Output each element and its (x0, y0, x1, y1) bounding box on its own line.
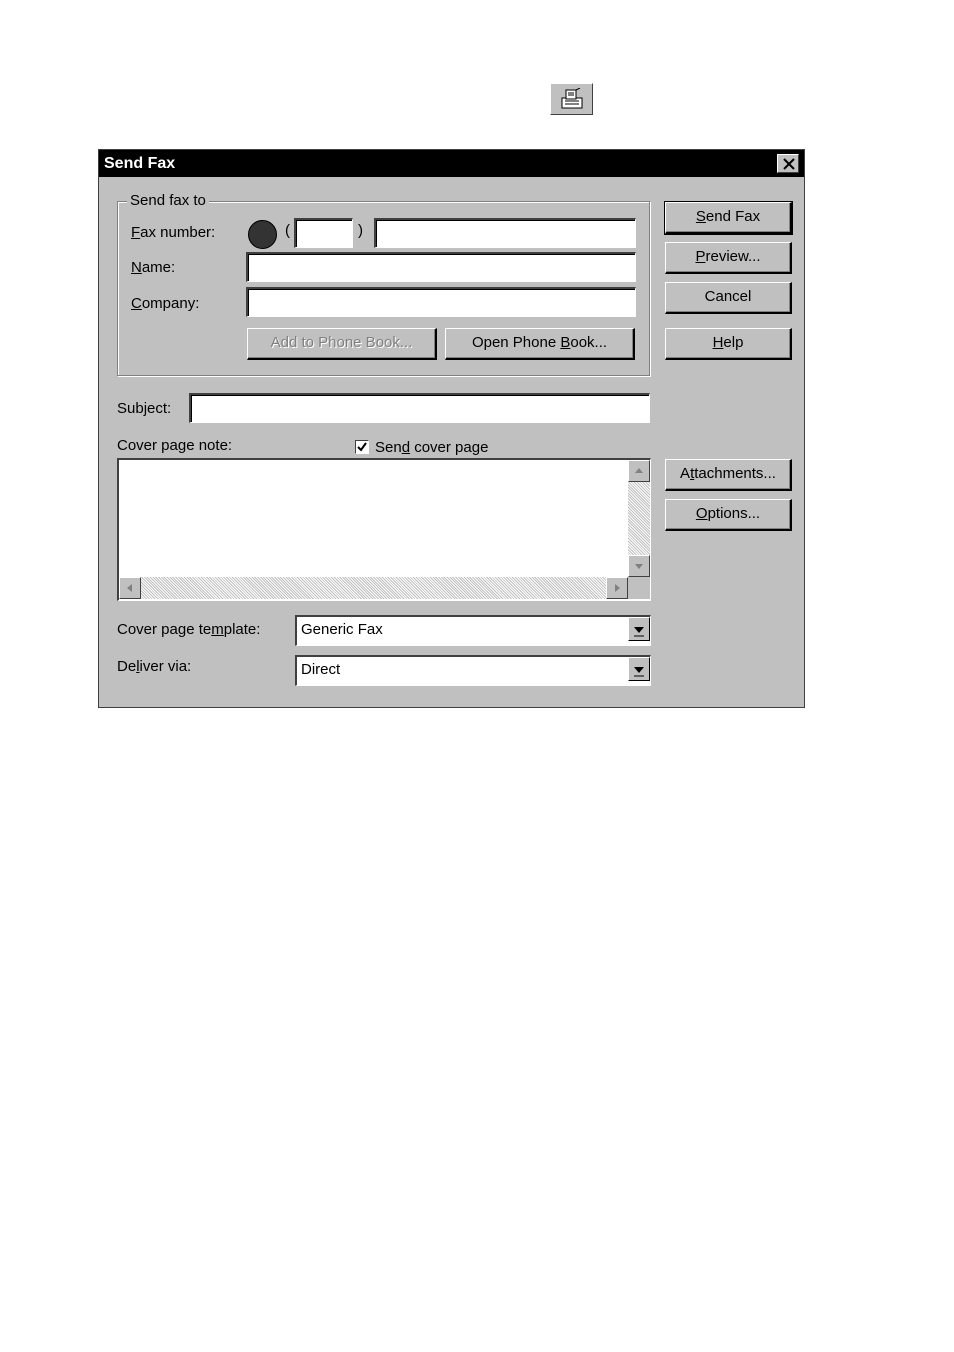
template-value: Generic Fax (301, 621, 383, 638)
horizontal-scrollbar[interactable] (119, 577, 628, 599)
scroll-left-button[interactable] (119, 577, 141, 599)
send-cover-checkbox[interactable] (355, 440, 369, 454)
arrow-down-icon (629, 556, 649, 576)
area-open-paren: ( (285, 222, 290, 239)
fax-number-label: Fax number: (131, 224, 216, 241)
send-cover-label: Send cover page (375, 439, 489, 456)
name-input[interactable] (248, 254, 635, 281)
deliver-value: Direct (301, 661, 341, 678)
area-close-paren: ) (358, 222, 363, 239)
name-field[interactable] (246, 252, 636, 282)
help-button[interactable]: Help (665, 328, 792, 360)
scroll-up-button[interactable] (628, 460, 650, 482)
open-phone-book-button[interactable]: Open Phone Book... (445, 328, 635, 360)
attachments-button[interactable]: Attachments... (665, 459, 792, 491)
cover-note-textarea[interactable] (117, 458, 651, 601)
chevron-down-icon (629, 658, 649, 680)
name-label: Name: (131, 259, 176, 276)
checkmark-icon (356, 441, 368, 453)
company-input[interactable] (248, 289, 635, 316)
dialog-title: Send Fax (99, 150, 804, 177)
company-label: Company: (131, 295, 200, 312)
deliver-label: Deliver via: (117, 658, 192, 675)
preview-button[interactable]: Preview... (665, 242, 792, 274)
deliver-dropdown-button[interactable] (628, 657, 650, 681)
options-button[interactable]: Options... (665, 499, 792, 531)
subject-field[interactable] (189, 393, 650, 423)
scrollbar-corner (628, 577, 650, 599)
close-icon (782, 158, 796, 170)
subject-input[interactable] (191, 395, 649, 422)
cover-note-label: Cover page note: (117, 437, 233, 454)
fax-number-field[interactable] (374, 218, 636, 248)
template-combobox[interactable] (295, 615, 651, 646)
group-label: Send fax to (127, 192, 209, 210)
arrow-up-icon (629, 461, 649, 481)
template-label: Cover page template: (117, 621, 261, 638)
add-to-phone-book-button[interactable]: Add to Phone Book... (247, 328, 437, 360)
area-code-field[interactable] (294, 218, 353, 248)
fax-number-input[interactable] (376, 220, 635, 247)
chevron-down-icon (629, 618, 649, 640)
subject-label: Subject: (117, 400, 172, 417)
scroll-right-button[interactable] (606, 577, 628, 599)
fax-toolbar-button[interactable] (550, 83, 593, 115)
template-dropdown-button[interactable] (628, 617, 650, 641)
fax-machine-icon (560, 88, 584, 110)
send-fax-button[interactable]: Send Fax (665, 202, 792, 234)
arrow-right-icon (607, 578, 627, 598)
cover-note-text (123, 462, 623, 572)
deliver-combobox[interactable] (295, 655, 651, 686)
company-field[interactable] (246, 287, 636, 317)
area-code-input[interactable] (296, 220, 352, 247)
scroll-down-button[interactable] (628, 555, 650, 577)
globe-icon[interactable] (248, 220, 277, 249)
send-fax-dialog (98, 149, 805, 708)
close-button[interactable] (777, 154, 799, 173)
cancel-button[interactable]: Cancel (665, 282, 792, 314)
arrow-left-icon (120, 578, 140, 598)
